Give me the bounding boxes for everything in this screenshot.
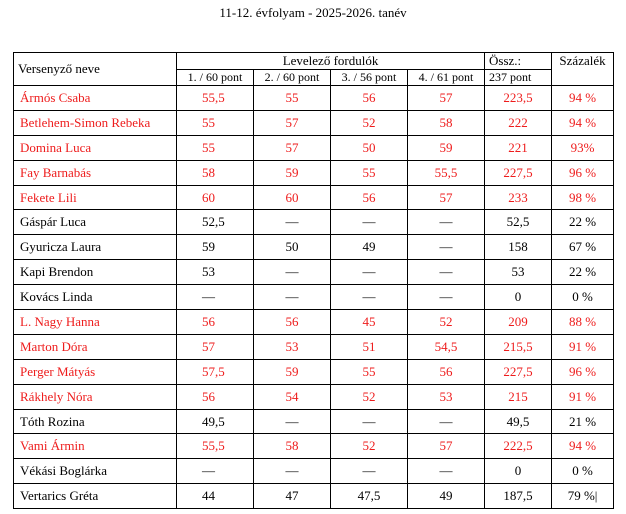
cell-round-2: 47 [254, 484, 331, 509]
cell-round-3: 52 [331, 434, 408, 459]
cell-total: 222 [485, 110, 552, 135]
cell-total: 53 [485, 260, 552, 285]
cell-round-2: 59 [254, 160, 331, 185]
table-row [14, 384, 614, 409]
cell-round-1: 58 [177, 160, 254, 185]
table-row [14, 185, 614, 210]
cell-percent: 0 % [552, 285, 614, 310]
cell-name: Gyuricza Laura [14, 235, 177, 260]
cell-total: 49,5 [485, 409, 552, 434]
results-table [13, 52, 614, 509]
table-row [14, 285, 614, 310]
column-header-name: Versenyző neve [14, 53, 177, 86]
cell-round-4: 54,5 [408, 334, 485, 359]
cell-round-3: 51 [331, 334, 408, 359]
cell-total: 0 [485, 285, 552, 310]
cell-percent: 0 % [552, 459, 614, 484]
cell-round-4: 49 [408, 484, 485, 509]
cell-total: 221 [485, 135, 552, 160]
cell-round-2: — [254, 210, 331, 235]
cell-round-1: — [177, 459, 254, 484]
cell-total: 215 [485, 384, 552, 409]
cell-round-3: — [331, 459, 408, 484]
table-row [14, 86, 614, 111]
cell-round-4: — [408, 459, 485, 484]
column-header-rounds-group: Levelező fordulók [177, 53, 485, 70]
column-header-round-4: 4. / 61 pont [408, 70, 485, 86]
cell-name: L. Nagy Hanna [14, 310, 177, 335]
cell-name: Marton Dóra [14, 334, 177, 359]
cell-round-4: 52 [408, 310, 485, 335]
cell-round-1: 57,5 [177, 359, 254, 384]
cell-percent: 91 % [552, 334, 614, 359]
cell-name: Domina Luca [14, 135, 177, 160]
cell-round-1: 55,5 [177, 434, 254, 459]
cell-percent: 94 % [552, 86, 614, 111]
cell-round-4: 53 [408, 384, 485, 409]
cell-percent: 22 % [552, 210, 614, 235]
cell-round-3: 50 [331, 135, 408, 160]
cell-round-3: — [331, 409, 408, 434]
cell-round-3: 47,5 [331, 484, 408, 509]
cell-round-2: — [254, 409, 331, 434]
cell-round-3: 49 [331, 235, 408, 260]
cell-round-1: 52,5 [177, 210, 254, 235]
cell-round-3: 55 [331, 160, 408, 185]
cell-round-3: 45 [331, 310, 408, 335]
cell-round-2: 53 [254, 334, 331, 359]
cell-round-2: 54 [254, 384, 331, 409]
cell-total: 52,5 [485, 210, 552, 235]
cell-round-1: 55 [177, 110, 254, 135]
table-row [14, 409, 614, 434]
cell-round-4: 57 [408, 434, 485, 459]
cell-percent: 22 % [552, 260, 614, 285]
cell-name: Rákhely Nóra [14, 384, 177, 409]
column-header-total-max: 237 pont [485, 70, 552, 86]
column-header-percent: Százalék [552, 53, 614, 86]
cell-round-2: 55 [254, 86, 331, 111]
cell-percent: 67 % [552, 235, 614, 260]
cell-round-1: 55,5 [177, 86, 254, 111]
cell-round-1: 56 [177, 310, 254, 335]
cell-percent: 96 % [552, 359, 614, 384]
cell-round-4: — [408, 235, 485, 260]
cell-total: 222,5 [485, 434, 552, 459]
column-header-round-2: 2. / 60 pont [254, 70, 331, 86]
cell-round-4: — [408, 210, 485, 235]
cell-name: Vami Ármin [14, 434, 177, 459]
cell-percent: 98 % [552, 185, 614, 210]
cell-percent: 79 %| [552, 484, 614, 509]
table-row [14, 434, 614, 459]
cell-round-2: 57 [254, 110, 331, 135]
cell-percent: 21 % [552, 409, 614, 434]
table-row [14, 334, 614, 359]
table-row [14, 235, 614, 260]
table-header [14, 53, 614, 86]
table-row [14, 484, 614, 509]
cell-round-4: — [408, 285, 485, 310]
cell-percent: 94 % [552, 434, 614, 459]
cell-round-3: 52 [331, 110, 408, 135]
cell-round-3: — [331, 285, 408, 310]
cell-round-1: 49,5 [177, 409, 254, 434]
table-row [14, 110, 614, 135]
table-body [14, 86, 614, 509]
table-row [14, 359, 614, 384]
cell-round-3: — [331, 260, 408, 285]
cell-round-1: 44 [177, 484, 254, 509]
cell-round-3: — [331, 210, 408, 235]
cell-round-2: 60 [254, 185, 331, 210]
cell-name: Kovács Linda [14, 285, 177, 310]
cell-total: 209 [485, 310, 552, 335]
cell-name: Tóth Rozina [14, 409, 177, 434]
cell-name: Gáspár Luca [14, 210, 177, 235]
cell-total: 233 [485, 185, 552, 210]
cell-round-2: — [254, 260, 331, 285]
cell-percent: 88 % [552, 310, 614, 335]
table-row [14, 459, 614, 484]
cell-round-3: 52 [331, 384, 408, 409]
cell-name: Ármós Csaba [14, 86, 177, 111]
cell-round-1: 53 [177, 260, 254, 285]
cell-name: Fay Barnabás [14, 160, 177, 185]
cell-round-1: 59 [177, 235, 254, 260]
cell-round-1: 57 [177, 334, 254, 359]
cell-total: 227,5 [485, 359, 552, 384]
cell-round-3: 56 [331, 86, 408, 111]
cell-total: 0 [485, 459, 552, 484]
cell-round-2: — [254, 459, 331, 484]
cell-total: 187,5 [485, 484, 552, 509]
table-row [14, 210, 614, 235]
cell-percent: 94 % [552, 110, 614, 135]
cell-total: 158 [485, 235, 552, 260]
cell-total: 223,5 [485, 86, 552, 111]
cell-name: Betlehem-Simon Rebeka [14, 110, 177, 135]
cell-round-4: 57 [408, 185, 485, 210]
cell-round-4: 58 [408, 110, 485, 135]
cell-percent: 96 % [552, 160, 614, 185]
cell-name: Vékási Boglárka [14, 459, 177, 484]
cell-round-1: — [177, 285, 254, 310]
cell-round-2: — [254, 285, 331, 310]
cell-percent: 91 % [552, 384, 614, 409]
table-row [14, 310, 614, 335]
cell-round-4: 56 [408, 359, 485, 384]
cell-round-1: 55 [177, 135, 254, 160]
cell-percent: 93% [552, 135, 614, 160]
cell-round-2: 59 [254, 359, 331, 384]
cell-round-3: 56 [331, 185, 408, 210]
cell-round-4: — [408, 409, 485, 434]
document-title: 11-12. évfolyam - 2025-2026. tanév [219, 5, 407, 20]
cell-round-4: 57 [408, 86, 485, 111]
cell-round-2: 57 [254, 135, 331, 160]
cell-round-2: 58 [254, 434, 331, 459]
table-row [14, 135, 614, 160]
cell-round-2: 56 [254, 310, 331, 335]
cell-round-1: 56 [177, 384, 254, 409]
table-row [14, 260, 614, 285]
column-header-total-label: Össz.: [485, 53, 552, 70]
cell-name: Fekete Lili [14, 185, 177, 210]
cell-round-1: 60 [177, 185, 254, 210]
cell-round-4: 59 [408, 135, 485, 160]
cell-name: Kapi Brendon [14, 260, 177, 285]
cell-round-4: 55,5 [408, 160, 485, 185]
cell-round-4: — [408, 260, 485, 285]
cell-total: 215,5 [485, 334, 552, 359]
cell-round-3: 55 [331, 359, 408, 384]
table-row [14, 160, 614, 185]
cell-round-2: 50 [254, 235, 331, 260]
column-header-round-1: 1. / 60 pont [177, 70, 254, 86]
column-header-round-3: 3. / 56 pont [331, 70, 408, 86]
cell-name: Vertarics Gréta [14, 484, 177, 509]
cell-name: Perger Mátyás [14, 359, 177, 384]
cell-total: 227,5 [485, 160, 552, 185]
